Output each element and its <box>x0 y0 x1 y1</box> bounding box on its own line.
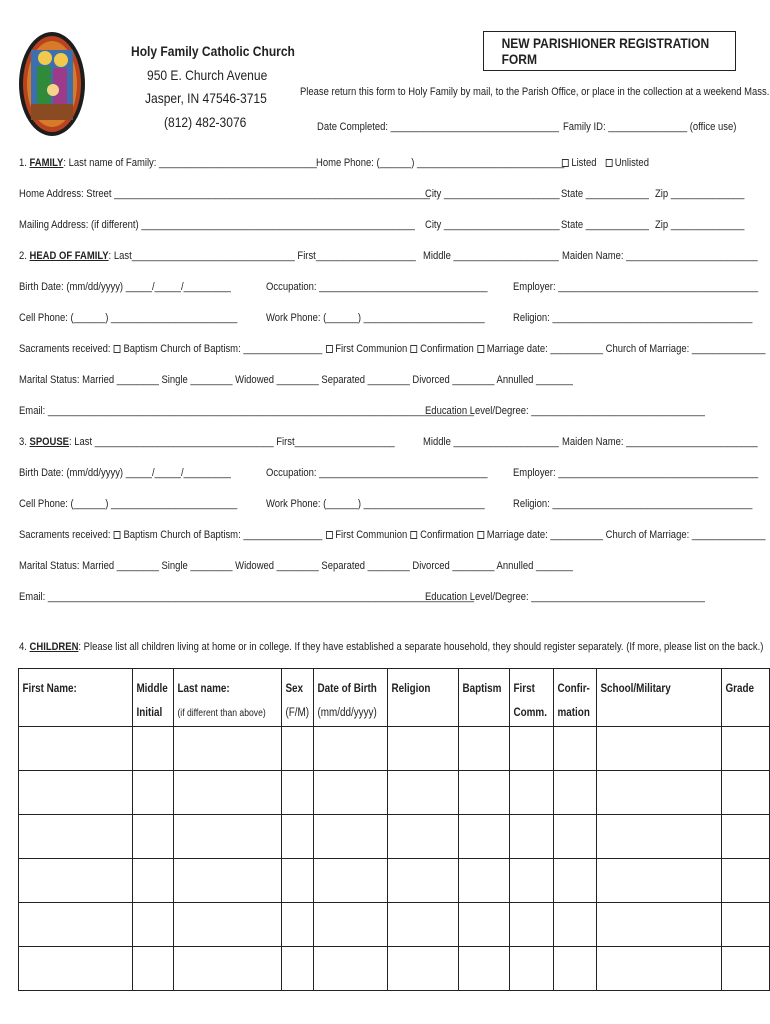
mailing-state-field[interactable]: State ____________ <box>561 219 649 231</box>
col-header-sub: Initial <box>136 707 162 719</box>
col-header-label: Religion <box>391 683 431 695</box>
communion-checkbox[interactable] <box>326 531 333 539</box>
table-cell[interactable] <box>509 771 553 815</box>
col-header-sub: Comm. <box>512 707 547 719</box>
baptism-checkbox[interactable] <box>114 531 121 539</box>
head-religion-field[interactable]: Religion: ______________________________________ <box>513 312 753 324</box>
confirmation-label: Confirmation <box>420 343 474 355</box>
table-cell[interactable] <box>388 771 459 815</box>
church-phone: (812) 482-3076 <box>164 114 247 130</box>
table-cell[interactable] <box>281 815 313 859</box>
home-street-field[interactable]: Home Address: Street ____________________________________________________________ <box>19 188 430 200</box>
communion-label: First Communion <box>335 529 408 541</box>
date-completed-field[interactable]: Date Completed: ________________________________ <box>317 121 559 133</box>
col-header <box>132 669 173 727</box>
head-employer-field[interactable]: Employer: ______________________________________ <box>513 281 759 293</box>
sacraments-label: Sacraments received: <box>19 343 111 355</box>
col-header-label: First Name: <box>22 683 77 695</box>
col-header <box>174 669 282 727</box>
mailing-address-field[interactable]: Mailing Address: (if different) ____________________________________________________ <box>19 219 415 231</box>
head-last-first-field[interactable]: : Last_______________________________ First___________________ <box>108 250 416 262</box>
table-cell[interactable] <box>314 947 388 991</box>
form-title: NEW PARISHIONER REGISTRATION FORM <box>501 35 710 67</box>
table-row <box>19 727 770 771</box>
listed-checkbox[interactable] <box>562 159 569 167</box>
spouse-birth-field[interactable]: Birth Date: (mm/dd/yyyy) _____/_____/_________ <box>19 467 231 479</box>
head-cell-field[interactable]: Cell Phone: (______) ________________________ <box>19 312 238 324</box>
table-cell[interactable] <box>174 859 282 903</box>
col-header-sub: (mm/dd/yyyy) <box>317 707 377 719</box>
baptism-field[interactable]: Baptism Church of Baptism: _______________ <box>123 343 323 355</box>
family-row <box>19 157 317 169</box>
col-header-label: Sex <box>285 683 303 695</box>
table-cell[interactable] <box>19 859 133 903</box>
head-email-field[interactable]: Email: _________________________________________________________________________________ <box>19 405 475 417</box>
section-number: 1. <box>19 157 27 169</box>
table-cell[interactable] <box>459 947 509 991</box>
mailing-zip-field[interactable]: Zip ______________ <box>655 219 745 231</box>
table-cell[interactable] <box>597 771 722 815</box>
table-cell[interactable] <box>19 815 133 859</box>
table-cell[interactable] <box>132 947 173 991</box>
head-work-field[interactable]: Work Phone: (______) _______________________ <box>266 312 485 324</box>
table-cell[interactable] <box>597 859 722 903</box>
table-cell[interactable] <box>174 903 282 947</box>
section-number: 4. <box>19 641 27 653</box>
col-header-label: Middle <box>136 683 168 695</box>
head-occupation-field[interactable]: Occupation: ________________________________ <box>266 281 488 293</box>
table-cell[interactable] <box>553 859 597 903</box>
head-education-field[interactable]: Education Level/Degree: _________________________________ <box>425 405 705 417</box>
marriage-checkbox[interactable] <box>477 531 484 539</box>
home-phone-field[interactable]: Home Phone: (______) ____________________________ <box>316 157 565 169</box>
table-cell[interactable] <box>314 903 388 947</box>
spouse-sacraments-row <box>19 529 766 541</box>
table-cell[interactable] <box>132 771 173 815</box>
table-cell[interactable] <box>281 947 313 991</box>
table-cell[interactable] <box>553 727 597 771</box>
table-cell[interactable] <box>509 815 553 859</box>
table-cell[interactable] <box>132 815 173 859</box>
spouse-middle-field[interactable]: Middle ____________________ <box>423 436 559 448</box>
communion-label: First Communion <box>335 343 408 355</box>
table-cell[interactable] <box>509 859 553 903</box>
confirmation-checkbox[interactable] <box>411 345 418 353</box>
table-cell[interactable] <box>459 859 509 903</box>
sacraments-label: Sacraments received: <box>19 529 111 541</box>
table-cell[interactable] <box>132 903 173 947</box>
spouse-cell-field[interactable]: Cell Phone: (______) ________________________ <box>19 498 238 510</box>
table-cell[interactable] <box>19 727 133 771</box>
family-section-label: FAMILY <box>29 157 64 169</box>
section-number: 3. <box>19 436 27 448</box>
children-table-header <box>19 669 770 727</box>
table-cell[interactable] <box>459 815 509 859</box>
spouse-last-first-field[interactable]: : Last __________________________________ First___________________ <box>68 436 395 448</box>
head-middle-field[interactable]: Middle ____________________ <box>423 250 559 262</box>
col-header-label: School/Military <box>600 683 672 695</box>
col-header-label: Confir- <box>556 683 590 695</box>
marriage-field[interactable]: Marriage date: __________ Church of Marriage: ______________ <box>486 343 766 355</box>
table-cell[interactable] <box>459 727 509 771</box>
col-header <box>722 669 770 727</box>
table-cell[interactable] <box>597 947 722 991</box>
home-state-field[interactable]: State ____________ <box>561 188 649 200</box>
table-row <box>19 771 770 815</box>
table-cell[interactable] <box>722 815 770 859</box>
table-cell[interactable] <box>553 947 597 991</box>
table-cell[interactable] <box>132 859 173 903</box>
table-cell[interactable] <box>388 815 459 859</box>
table-cell[interactable] <box>281 727 313 771</box>
table-cell[interactable] <box>509 947 553 991</box>
spouse-maiden-field[interactable]: Maiden Name: _________________________ <box>562 436 758 448</box>
table-cell[interactable] <box>388 903 459 947</box>
table-cell[interactable] <box>388 727 459 771</box>
col-header-label: Last name: <box>177 683 230 695</box>
communion-checkbox[interactable] <box>326 345 333 353</box>
mailing-city-field[interactable]: City ______________________ <box>425 219 560 231</box>
table-cell[interactable] <box>281 771 313 815</box>
table-cell[interactable] <box>722 771 770 815</box>
home-city-field[interactable]: City ______________________ <box>425 188 560 200</box>
head-name-row <box>19 250 416 262</box>
spouse-employer-field[interactable]: Employer: ______________________________________ <box>513 467 759 479</box>
table-cell[interactable] <box>314 815 388 859</box>
col-header-label: First <box>512 683 535 695</box>
spouse-name-row <box>19 436 395 448</box>
head-section-label: HEAD OF FAMILY <box>29 250 109 262</box>
table-cell[interactable] <box>174 815 282 859</box>
table-cell[interactable] <box>722 727 770 771</box>
unlisted-checkbox[interactable] <box>605 159 612 167</box>
col-header <box>19 669 133 727</box>
col-header-label: Baptism <box>462 683 502 695</box>
marriage-field[interactable]: Marriage date: __________ Church of Marriage: ______________ <box>486 529 766 541</box>
table-cell[interactable] <box>459 903 509 947</box>
table-row <box>19 947 770 991</box>
spouse-occupation-field[interactable]: Occupation: ________________________________ <box>266 467 488 479</box>
col-header <box>597 669 722 727</box>
table-cell[interactable] <box>459 771 509 815</box>
church-city: Jasper, IN 47546-3715 <box>145 90 267 106</box>
spouse-education-field[interactable]: Education Level/Degree: _________________________________ <box>425 591 705 603</box>
home-zip-field[interactable]: Zip ______________ <box>655 188 745 200</box>
instructions: Please return this form to Holy Family by mail, to the Parish Office, or place in the collection at a weekend Mass. <box>300 86 770 98</box>
children-section-label: CHILDREN <box>29 641 79 653</box>
spouse-work-field[interactable]: Work Phone: (______) _______________________ <box>266 498 485 510</box>
table-cell[interactable] <box>722 947 770 991</box>
unlisted-label: Unlisted <box>614 157 649 169</box>
marriage-checkbox[interactable] <box>477 345 484 353</box>
table-cell[interactable] <box>132 727 173 771</box>
col-header-sub: (F/M) <box>285 707 309 719</box>
table-row <box>19 815 770 859</box>
listed-label: Listed <box>571 157 597 169</box>
children-row <box>19 641 763 653</box>
table-cell[interactable] <box>174 771 282 815</box>
baptism-field[interactable]: Baptism Church of Baptism: _______________ <box>123 529 323 541</box>
baptism-checkbox[interactable] <box>114 345 121 353</box>
col-header <box>388 669 459 727</box>
confirmation-checkbox[interactable] <box>411 531 418 539</box>
table-cell[interactable] <box>722 903 770 947</box>
col-header <box>281 669 313 727</box>
table-cell[interactable] <box>314 771 388 815</box>
table-cell[interactable] <box>553 815 597 859</box>
col-header-sub: (if different than above) <box>177 708 266 719</box>
head-birth-field[interactable]: Birth Date: (mm/dd/yyyy) _____/_____/_________ <box>19 281 231 293</box>
table-cell[interactable] <box>553 903 597 947</box>
section-number: 2. <box>19 250 27 262</box>
table-cell[interactable] <box>509 727 553 771</box>
table-cell[interactable] <box>174 727 282 771</box>
col-header <box>459 669 509 727</box>
table-cell[interactable] <box>314 859 388 903</box>
spouse-email-field[interactable]: Email: _________________________________________________________________________________ <box>19 591 475 603</box>
col-header-label: Grade <box>725 683 755 695</box>
head-marital-field[interactable]: Marital Status: Married ________ Single ________ Widowed ________ Separated ________ Divorced ________ Annulled _______ <box>19 374 573 386</box>
table-cell[interactable] <box>722 859 770 903</box>
table-cell[interactable] <box>314 727 388 771</box>
table-cell[interactable] <box>388 947 459 991</box>
head-sacraments-row <box>19 343 766 355</box>
spouse-marital-field[interactable]: Marital Status: Married ________ Single ________ Widowed ________ Separated ________ Divorced ________ Annulled _______ <box>19 560 573 572</box>
table-row <box>19 903 770 947</box>
table-cell[interactable] <box>19 771 133 815</box>
table-cell[interactable] <box>509 903 553 947</box>
table-cell[interactable] <box>597 903 722 947</box>
col-header <box>314 669 388 727</box>
children-table <box>18 668 770 991</box>
family-lastname-field[interactable]: : Last name of Family: ______________________________ <box>63 157 317 169</box>
table-row <box>19 859 770 903</box>
listed-options <box>561 157 649 169</box>
family-id-field[interactable]: Family ID: _______________ (office use) <box>563 121 737 133</box>
children-note: : Please list all children living at home or in college. If they have established a separate household, they should register separately. (If more, please list on the back.) <box>78 641 764 653</box>
col-header <box>553 669 597 727</box>
form-title-box <box>483 31 736 71</box>
table-cell[interactable] <box>597 815 722 859</box>
table-cell[interactable] <box>174 947 282 991</box>
table-cell[interactable] <box>19 947 133 991</box>
table-cell[interactable] <box>597 727 722 771</box>
table-cell[interactable] <box>388 859 459 903</box>
col-header <box>509 669 553 727</box>
table-cell[interactable] <box>19 903 133 947</box>
spouse-section-label: SPOUSE <box>29 436 69 448</box>
table-cell[interactable] <box>281 859 313 903</box>
confirmation-label: Confirmation <box>420 529 474 541</box>
head-maiden-field[interactable]: Maiden Name: _________________________ <box>562 250 758 262</box>
church-logo <box>17 30 87 138</box>
church-address: 950 E. Church Avenue <box>147 67 268 83</box>
table-cell[interactable] <box>553 771 597 815</box>
church-name: Holy Family Catholic Church <box>131 43 295 59</box>
table-cell[interactable] <box>281 903 313 947</box>
col-header-label: Date of Birth <box>317 683 377 695</box>
spouse-religion-field[interactable]: Religion: ______________________________________ <box>513 498 753 510</box>
col-header-sub: mation <box>556 707 590 719</box>
